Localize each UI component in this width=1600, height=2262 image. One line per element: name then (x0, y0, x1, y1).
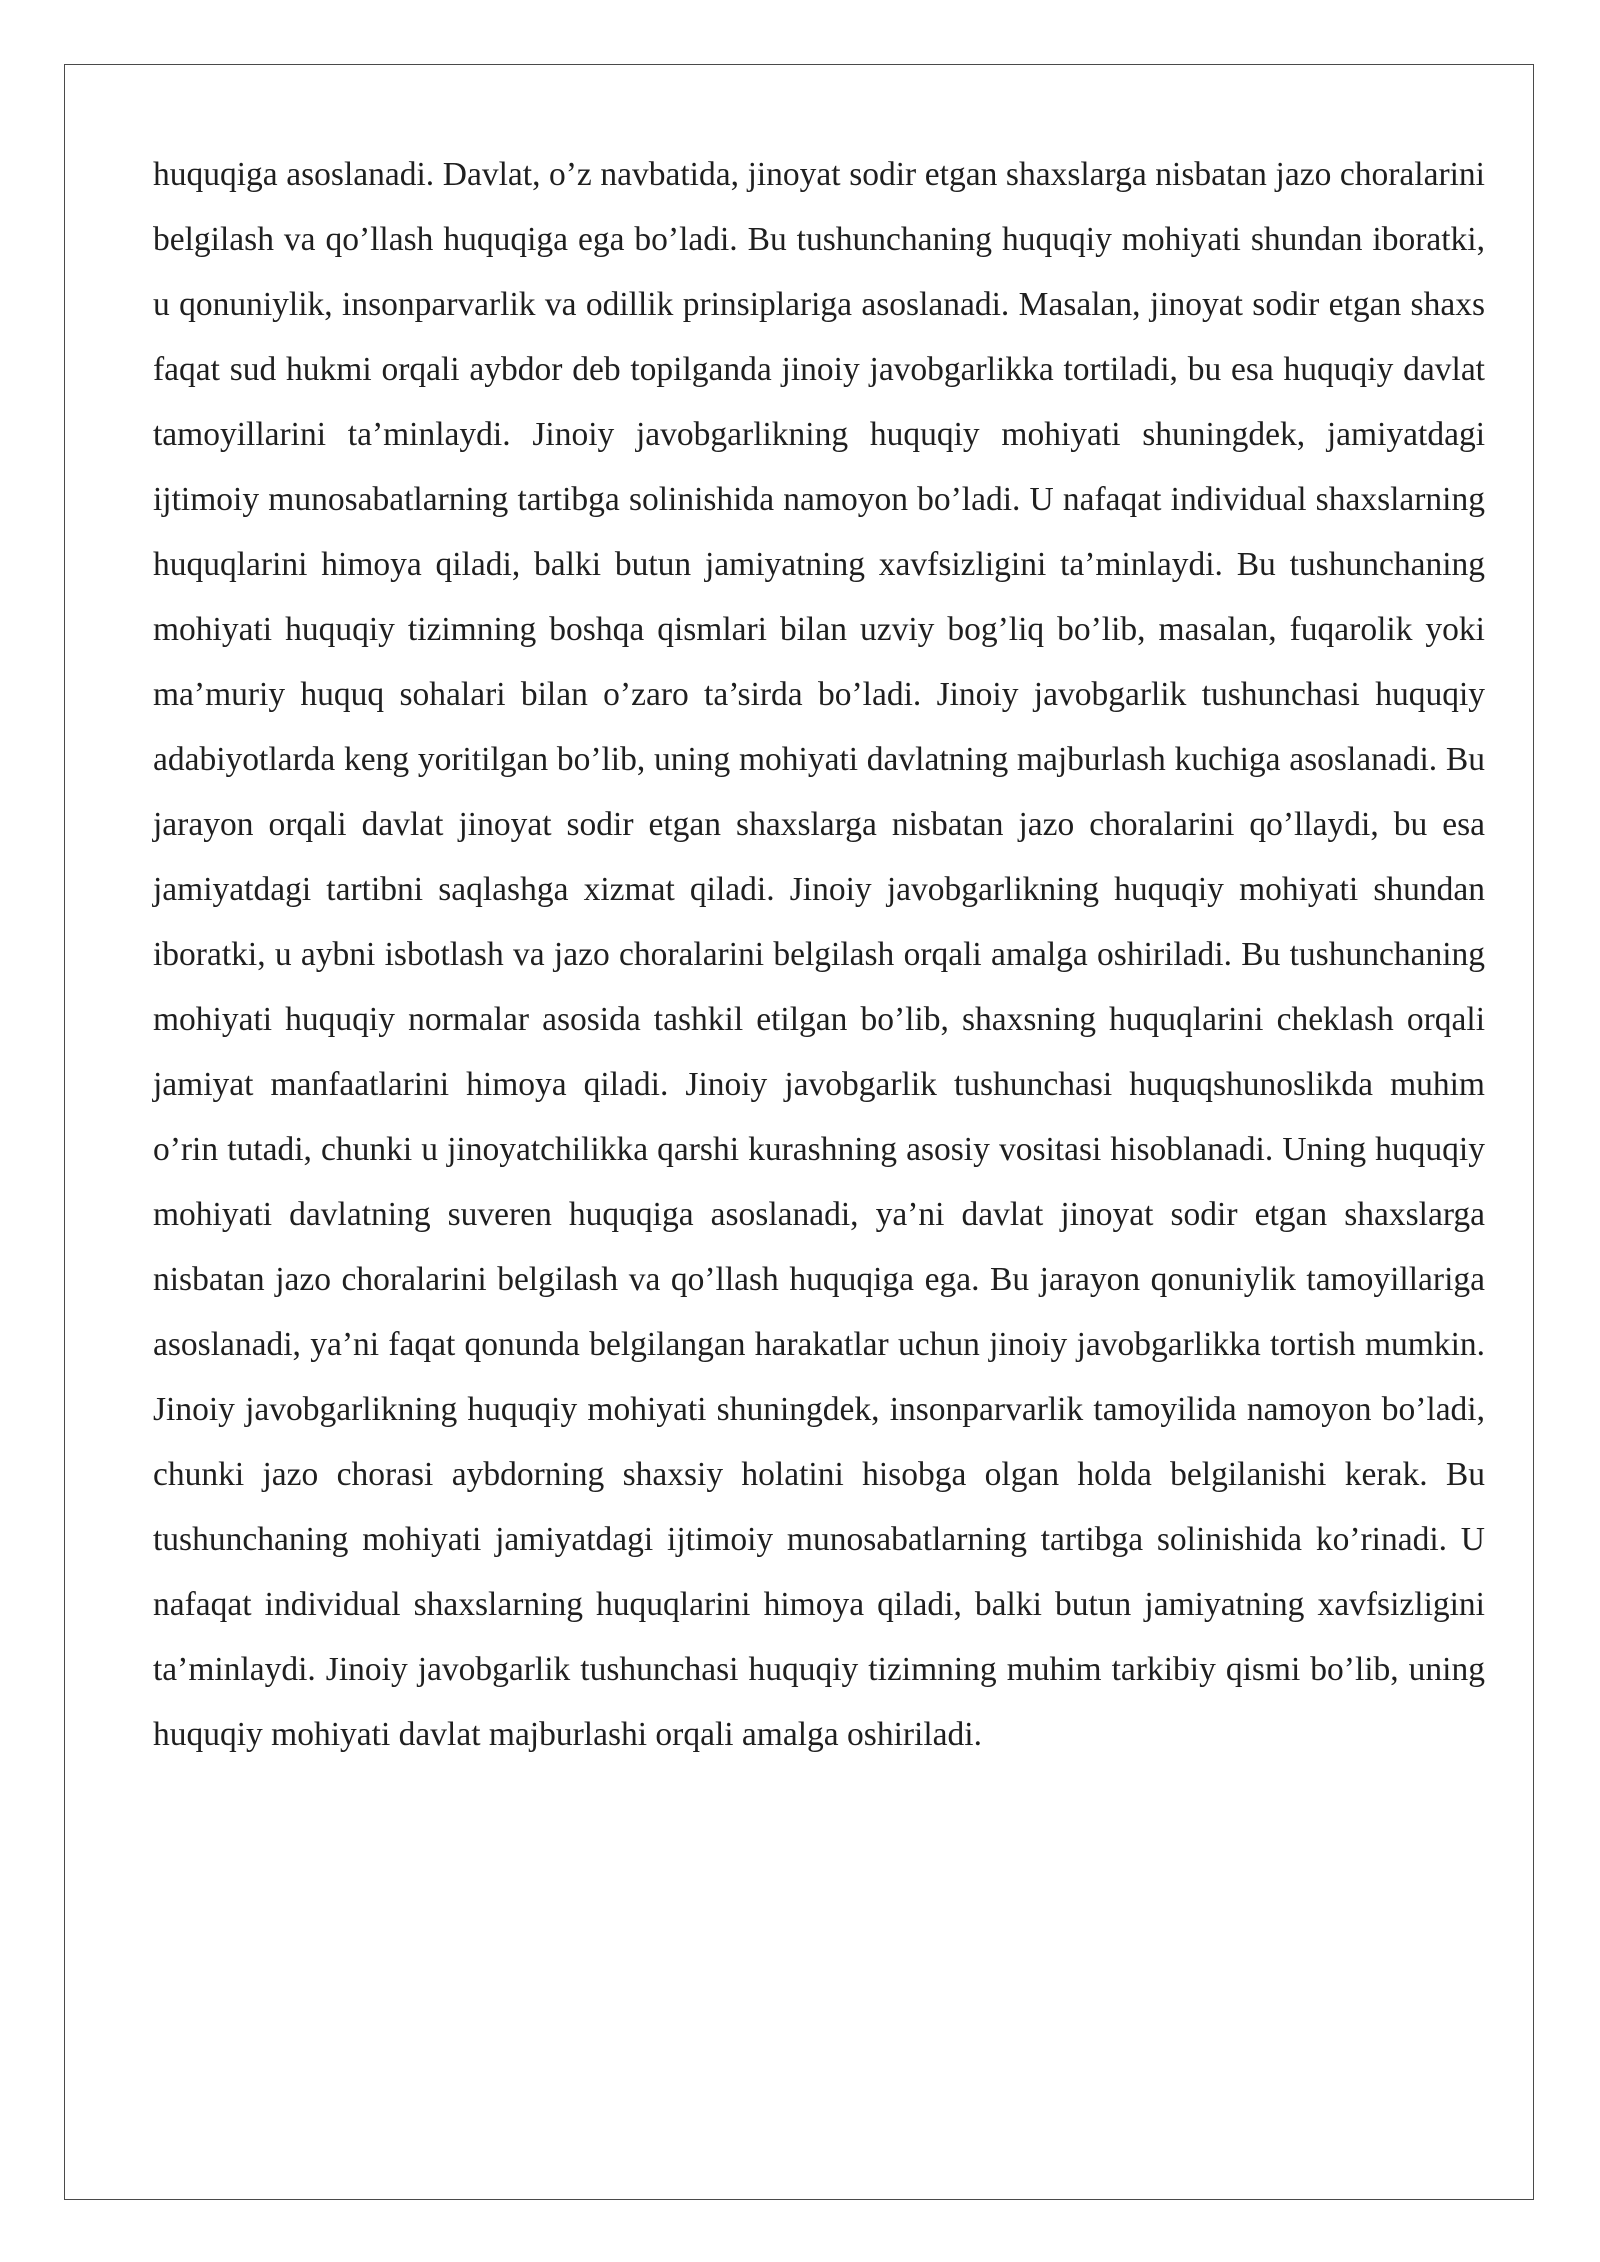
body-paragraph: huquqiga asoslanadi. Davlat, o’z navbatida, jinoyat sodir etgan shaxslarga nisbatan jazo choralarini belgilash va qo’llash huquqiga ega bo’ladi. Bu tushunchaning huquqiy mohiyati shundan iboratki, u qonuniylik, insonparvarlik va odillik prinsiplariga asoslanadi. Masalan, jinoyat sodir etgan shaxs faqat sud hukmi orqali aybdor deb topilganda jinoiy javobgarlikka tortiladi, bu esa huquqiy davlat tamoyillarini ta’minlaydi. Jinoiy javobgarlikning huquqiy mohiyati shuningdek, jamiyatdagi ijtimoiy munosabatlarning tartibga solinishida namoyon bo’ladi. U nafaqat individual shaxslarning huquqlarini himoya qiladi, balki butun jamiyatning xavfsizligini ta’minlaydi. Bu tushunchaning mohiyati huquqiy tizimning boshqa qismlari bilan uzviy bog’liq bo’lib, masalan, fuqarolik yoki ma’muriy huquq sohalari bilan o’zaro ta’sirda bo’ladi. Jinoiy javobgarlik tushunchasi huquqiy adabiyotlarda keng yoritilgan bo’lib, uning mohiyati davlatning majburlash kuchiga asoslanadi. Bu jarayon orqali davlat jinoyat sodir etgan shaxslarga nisbatan jazo choralarini qo’llaydi, bu esa jamiyatdagi tartibni saqlashga xizmat qiladi. Jinoiy javobgarlikning huquqiy mohiyati shundan iboratki, u aybni isbotlash va jazo choralarini belgilash orqali amalga oshiriladi. Bu tushunchaning mohiyati huquqiy normalar asosida tashkil etilgan bo’lib, shaxsning huquqlarini cheklash orqali jamiyat manfaatlarini himoya qiladi. Jinoiy javobgarlik tushunchasi huquqshunoslikda muhim o’rin tutadi, chunki u jinoyatchilikka qarshi kurashning asosiy vositasi hisoblanadi. Uning huquqiy mohiyati davlatning suveren huquqiga asoslanadi, ya’ni davlat jinoyat sodir etgan shaxslarga nisbatan jazo choralarini belgilash va qo’llash huquqiga ega. Bu jarayon qonuniylik tamoyillariga asoslanadi, ya’ni faqat qonunda belgilangan harakatlar uchun jinoiy javobgarlikka tortish mumkin. Jinoiy javobgarlikning huquqiy mohiyati shuningdek, insonparvarlik tamoyilida namoyon bo’ladi, chunki jazo chorasi aybdorning shaxsiy holatini hisobga olgan holda belgilanishi kerak. Bu tushunchaning mohiyati jamiyatdagi ijtimoiy munosabatlarning tartibga solinishida ko’rinadi. U nafaqat individual shaxslarning huquqlarini himoya qiladi, balki butun jamiyatning xavfsizligini ta’minlaydi. Jinoiy javobgarlik tushunchasi huquqiy tizimning muhim tarkibiy qismi bo’lib, uning huquqiy mohiyati davlat majburlashi orqali amalga oshiriladi. (153, 156, 1485, 1753)
